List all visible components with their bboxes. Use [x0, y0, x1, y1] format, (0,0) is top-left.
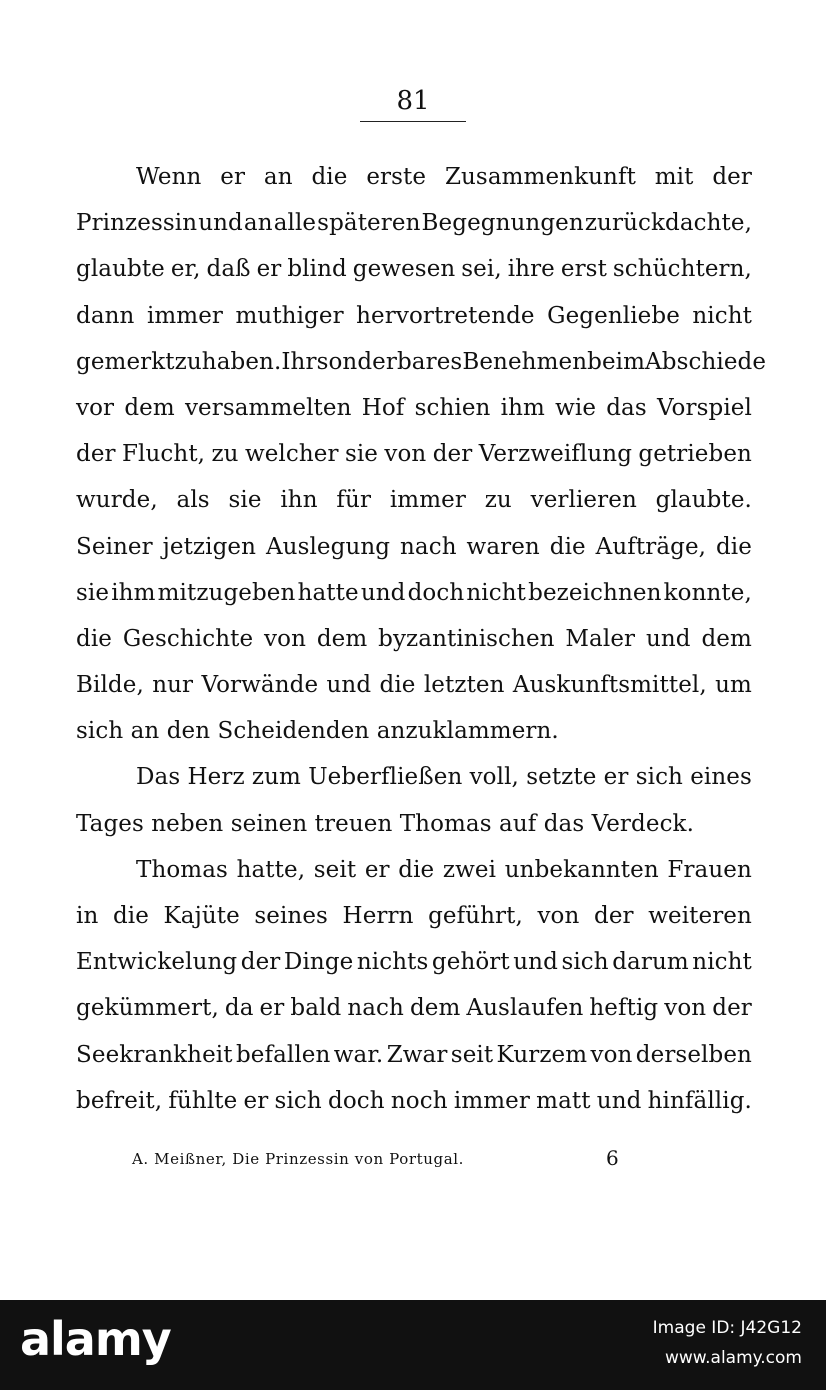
text-line: sie ihm mitzugeben hatte und doch nicht bezeichnen konnte, [76, 579, 752, 606]
text-line: Prinzessin und an alle späteren Begegnungen zurückdachte, [76, 210, 752, 237]
text-line: glaubte er, daß er blind gewesen sei, ihre erst schüchtern, [76, 256, 752, 283]
text-line: Seekrankheit befallen war. Zwar seit Kurzem von derselben [76, 1041, 752, 1068]
watermark-image-id: Image ID: J42G12 [652, 1318, 802, 1338]
text-line: sich an den Scheidenden anzuklammern. [76, 718, 559, 745]
text-line: befreit, fühlte er sich doch noch immer matt und hinfällig. [76, 1087, 752, 1114]
text-line: Wenn er an die erste Zusammenkunft mit der [136, 164, 752, 190]
text-line: Tages neben seinen treuen Thomas auf das Verdeck. [76, 810, 694, 837]
header-rule [360, 121, 466, 122]
watermark-url: www.alamy.com [664, 1348, 802, 1368]
watermark-logo: alamy [20, 1312, 171, 1366]
text-line: Das Herz zum Ueberfließen voll, setzte er sich eines [136, 764, 752, 791]
text-line: gemerkt zu haben. Ihr sonderbares Benehmen beim Abschiede [76, 348, 767, 375]
text-line: Entwickelung der Dinge nichts gehört und sich darum nicht [76, 949, 752, 976]
text-line: Bilde, nur Vorwände und die letzten Auskunftsmittel, um [76, 672, 752, 699]
text-line: in die Kajüte seines Herrn geführt, von der weiteren [76, 903, 752, 929]
text-line: Seiner jetzigen Auslegung nach waren die Aufträge, die [76, 533, 752, 560]
footer-sheet-number: 6 [606, 1146, 619, 1170]
body-text [76, 154, 767, 1124]
text-line: gekümmert, da er bald nach dem Auslaufen heftig von der [76, 995, 752, 1022]
text-line: vor dem versammelten Hof schien ihm wie das Vorspiel [76, 394, 752, 421]
footer-signature: A. Meißner, Die Prinzessin von Portugal. [132, 1150, 465, 1168]
text-line: der Flucht, zu welcher sie von der Verzweiflung getrieben [76, 441, 752, 468]
text-line: wurde, als sie ihn für immer zu verlieren glaubte. [76, 487, 752, 514]
text-line: dann immer muthiger hervortretende Gegenliebe nicht [76, 302, 752, 329]
page-number: 81 [396, 86, 430, 116]
text-line: Thomas hatte, seit er die zwei unbekannten Frauen [136, 856, 752, 883]
text-line: die Geschichte von dem byzantinischen Maler und dem [76, 625, 752, 652]
